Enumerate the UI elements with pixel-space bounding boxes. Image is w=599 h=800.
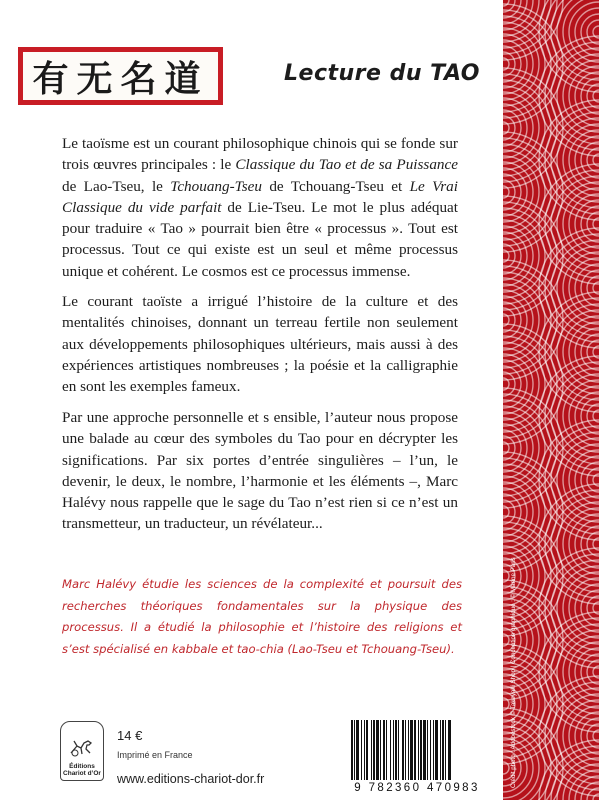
imprint: Imprimé en France: [117, 750, 193, 760]
logo-line-1: Éditions: [69, 763, 95, 770]
logo-line-2: Chariot d’Or: [63, 770, 101, 777]
chinese-title: 有无名道: [32, 57, 209, 100]
barcode: [343, 716, 491, 794]
author-bio: Marc Halévy étudie les sciences de la complexité et poursuit des recherches théoriques fondamentales sur la physique des processus. Il a étudié la philosophie et l’histoire des religions et s’est spécialisé en kabbale et tao-chia (Lao-Tseu et Tchouang-Tseu).: [62, 577, 462, 656]
chariot-logo-icon: [60, 721, 104, 781]
isbn-number: 9 782360 470983: [354, 782, 480, 794]
title-box: [18, 47, 223, 105]
price: 14 €: [117, 728, 143, 743]
paragraph-3: Par une approche personnelle et s ensible, l’auteur nous propose une balade au cœur des symboles du Tao pour en décrypter les significations. Par six portes d’entrée singulières – l’un, le devenir, le deux, le nombre, l’harmonie et les éléments –, Marc Halévy nous rappelle que le sage du Tao n’est rien si ce n’est un transmetteur, un traducteur, un révélateur...: [62, 409, 458, 533]
chariot-horse-icon: [69, 737, 95, 757]
barcode-icon: [351, 720, 483, 782]
series-title: Lecture du TAO: [284, 61, 481, 86]
red-pattern-band: [503, 0, 599, 800]
paragraph-2: Le courant taoïste a irrigué l’histoire de la culture et des mentalités chinoises, donnant un terreau fertile non seulement aux développements philosophiques ultérieurs, mais aussi à des expériences artistiques nombreuses ; la poésie et la calligraphie en sont les exemples fameux.: [62, 293, 458, 396]
paragraph-1: Le taoïsme est un courant philosophique chinois qui se fonde sur trois œuvres principales : le Classique du Tao et de sa Puissance de Lao-Tseu, le Tchouang-Tseu de Tchouang-Tseu et Le Vrai Classique du vide parfait de Lie-Tseu. Le mot le plus adéquat pour traduire « Tao » pourrait bien être « processus ». Tout est processus. Tout ce qui existe est un seul et même processus unique et cohérent. Le cosmos est ce processus immense.: [62, 135, 458, 280]
photo-credits: Crédit photo : Adobestock © Takoyaki Shop | Conception graphique : © Marine Paris: [510, 557, 517, 788]
website-link[interactable]: www.editions-chariot-dor.fr: [117, 772, 265, 786]
wave-pattern-icon: [503, 0, 599, 800]
